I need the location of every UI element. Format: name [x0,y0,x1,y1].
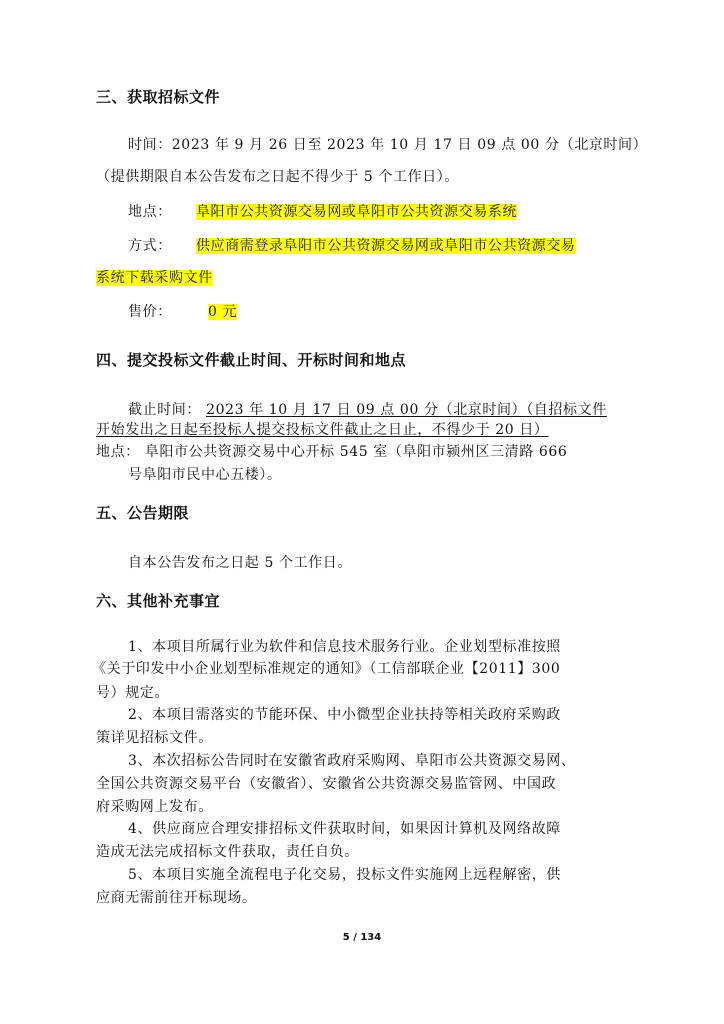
list-item: 4、供应商应合理安排招标文件获取时间，如果因计算机及网络故障 [128,821,561,837]
time-line-1: 时间：2023 年 9 月 26 日至 2023 年 10 月 17 日 09 点 00 分（北京时间） [128,137,648,153]
list-item: 应商无需前往开标现场。 [96,890,257,906]
method-row [128,235,576,255]
deadline-label: 截止时间： [128,402,201,418]
list-item: 府采购网上发布。 [96,799,213,815]
method-value-line2: 系统下载采购文件 [96,270,213,286]
location-value: 阜阳市公共资源交易网或阜阳市公共资源交易系统 [195,204,518,220]
price-value: 0 元 [207,304,238,320]
method-row-2 [96,267,213,287]
place-line-2: 号阜阳市民中心五楼）。 [128,467,282,483]
location-row [128,201,517,221]
deadline-line-2: 开始发出之日起至投标人提交投标文件截止之日止，不得少于 20 日） [96,422,549,438]
method-label: 方式： [128,238,172,254]
section-heading-6: 六、其他补充事宜 [96,592,221,610]
place-line-1: 地点： 阜阳市公共资源交易中心开标 545 室（阜阳市颍州区三清路 666 [96,444,568,460]
deadline-row-1 [128,399,607,419]
list-item: 号）规定。 [96,685,169,701]
section-heading-4: 四、提交投标文件截止时间、开标时间和地点 [96,351,407,369]
list-item: 《关于印发中小企业划型标准规定的通知》（工信部联企业【2011】300 [92,661,561,677]
page-number: 5 / 134 [342,932,382,943]
notice-period-text: 自本公告发布之日起 5 个工作日。 [128,555,353,571]
deadline-row-2 [96,419,549,439]
price-row [128,301,237,321]
list-item: 1、本项目所属行业为软件和信息技术服务行业。企业划型标准按照 [128,639,561,655]
location-label: 地点： [128,204,172,220]
method-value-line1: 供应商需登录阜阳市公共资源交易网或阜阳市公共资源交易 [195,238,576,254]
list-item: 全国公共资源交易平台（安徽省）、安徽省公共资源交易监管网、中国政 [96,776,557,792]
section-heading-5: 五、公告期限 [96,504,190,522]
time-line-2: （提供期限自本公告发布之日起不得少于 5 个工作日）。 [96,169,460,185]
section-heading-3: 三、获取招标文件 [96,88,221,106]
list-item: 3、本次招标公告同时在安徽省政府采购网、阜阳市公共资源交易网、 [128,753,576,769]
deadline-line-1: 2023 年 10 月 17 日 09 点 00 分（北京时间）（自招标文件 [206,402,607,418]
list-item: 5、本项目实施全流程电子化交易，投标文件实施网上远程解密，供 [128,867,561,883]
price-label: 售价： [128,304,172,320]
list-item: 策详见招标文件。 [96,730,213,746]
list-item: 造成无法完成招标文件获取，责任自负。 [96,844,359,860]
list-item: 2、本项目需落实的节能环保、中小微型企业扶持等相关政府采购政 [128,707,561,723]
